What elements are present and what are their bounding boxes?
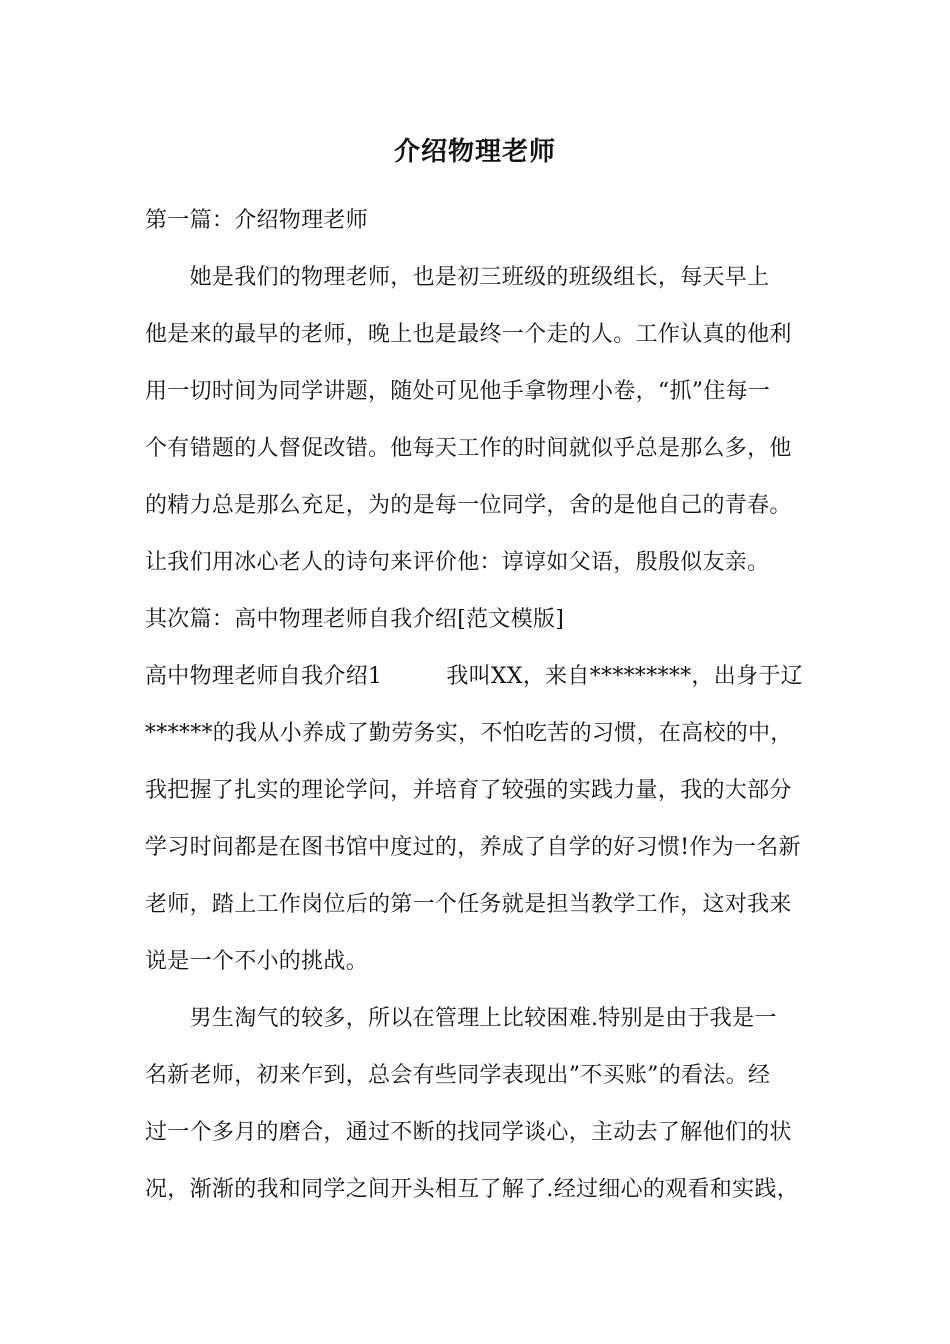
- paragraph-2-line: ******的我从小养成了勤劳务实，不怕吃苦的习惯，在高校的中，: [145, 721, 793, 746]
- paragraph-1-line: 的精力总是那么充足，为的是每一位同学，舍的是他自己的青春。: [145, 493, 792, 518]
- paragraph-1-line: 让我们用冰心老人的诗句来评价他：谆谆如父语，殷殷似友亲。: [145, 550, 770, 575]
- paragraph-1-line: 用一切时间为同学讲题，随处可见他手拿物理小卷，“抓”住每一: [145, 379, 771, 404]
- paragraph-3-line: 况，渐渐的我和同学之间开头相互了解了.经过细心的观看和实践，: [145, 1177, 799, 1202]
- paragraph-2-line: 说是一个不小的挑战。: [145, 949, 369, 974]
- intro-label: 高中物理老师自我介绍1: [145, 664, 383, 689]
- paragraph-3-line: 男生淘气的较多，所以在管理上比较困难.特别是由于我是一: [145, 1006, 777, 1031]
- paragraph-2-line: 我把握了扎实的理论学问，并培育了较强的实践力量，我的大部分: [145, 778, 792, 803]
- paragraph-2-text: 我叫XX，来自*********，出身于辽: [446, 664, 803, 689]
- paragraph-1-line: 个有错题的人督促改错。他每天工作的时间就似乎总是那么多，他: [145, 436, 792, 461]
- paragraph-3-line: 过一个多月的磨合，通过不断的找同学谈心，主动去了解他们的状: [145, 1120, 792, 1145]
- paragraph-3-line: 名新老师，初来乍到，总会有些同学表现出”不买账”的看法。经: [145, 1063, 771, 1088]
- paragraph-2-line: 老师，踏上工作岗位后的第一个任务就是担当教学工作，这对我来: [145, 892, 792, 917]
- paragraph-2-line: 学习时间都是在图书馆中度过的，养成了自学的好习惯!作为一名新: [145, 835, 801, 860]
- section-heading-2: 其次篇：高中物理老师自我介绍[范文模版]: [145, 607, 565, 632]
- section-heading-1: 第一篇：介绍物理老师: [145, 208, 369, 233]
- document-title: 介绍物理老师: [393, 137, 556, 167]
- paragraph-2-first-line: [145, 661, 803, 693]
- paragraph-1-line: 他是来的最早的老师，晚上也是最终一个走的人。工作认真的他利: [145, 322, 792, 347]
- paragraph-1-line: 她是我们的物理老师，也是初三班级的班级组长，每天早上: [145, 265, 770, 290]
